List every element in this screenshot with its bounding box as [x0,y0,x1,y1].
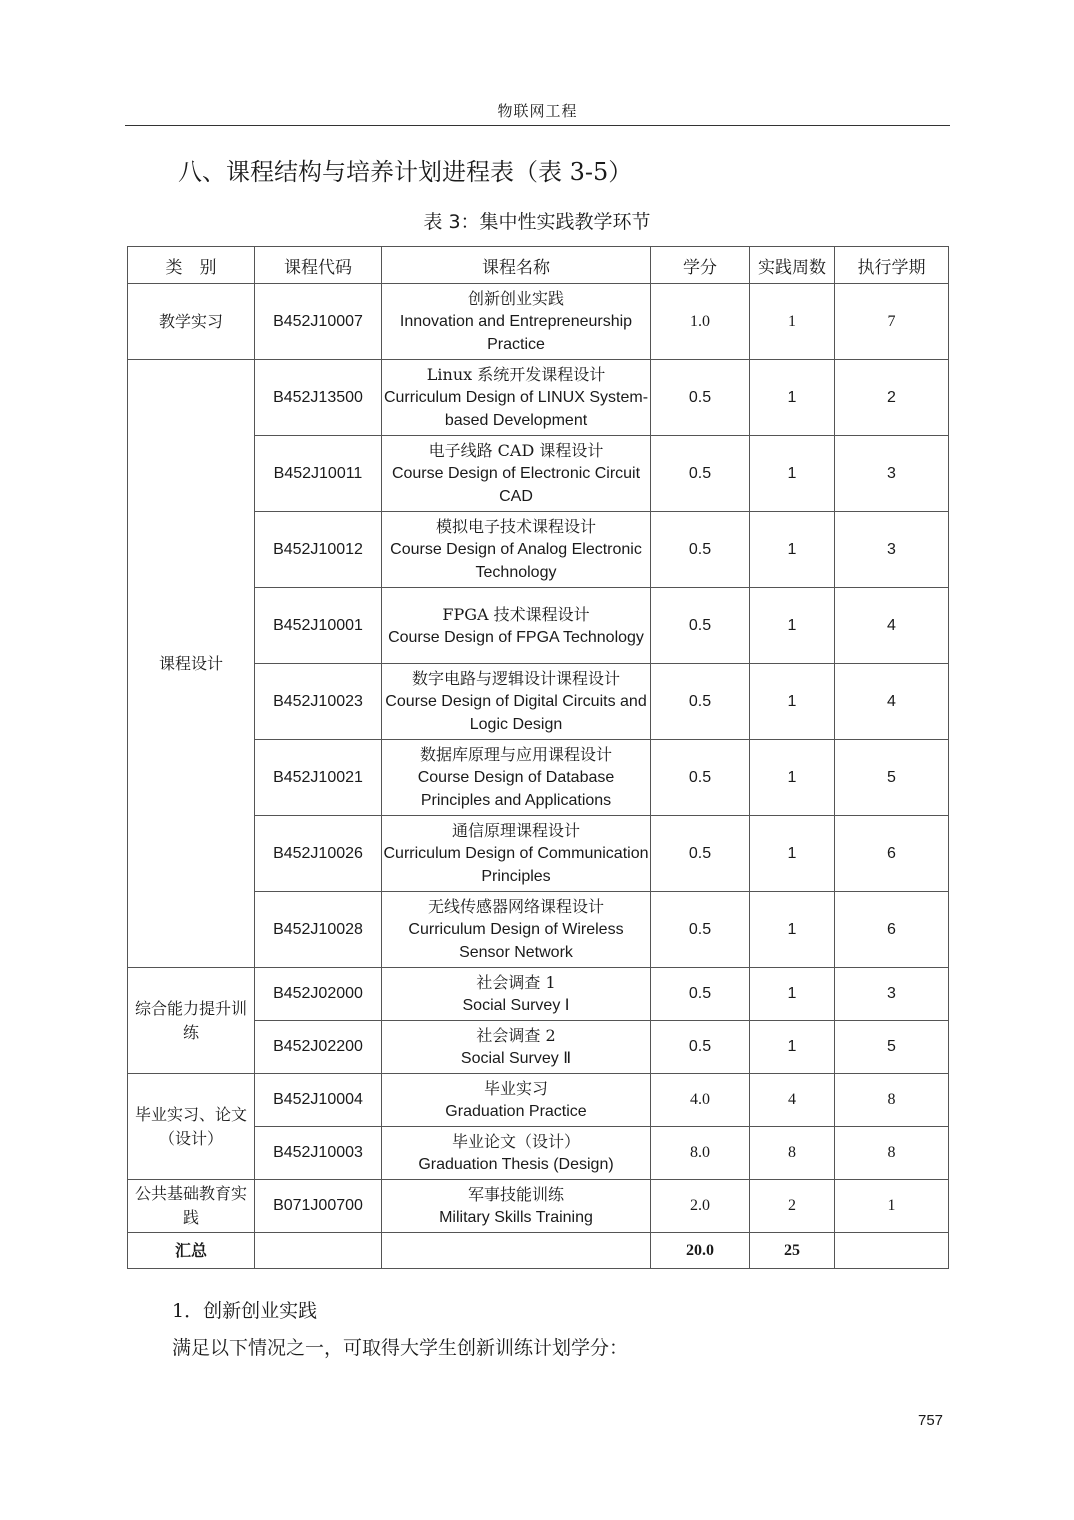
weeks-cell: 1 [750,436,835,512]
course-name-cn: 创新创业实践 [467,289,564,308]
table-header-row [128,247,949,284]
column-header-category: 类 别 [128,247,255,284]
weeks-cell: 4 [750,1074,835,1127]
weeks-cell: 1 [750,740,835,816]
table-row [128,968,949,1021]
column-header-credit: 学分 [651,247,750,284]
course-name-cn: FPGA 技术课程设计 [442,604,590,624]
course-code-cell: B452J10003 [255,1127,382,1180]
semester-cell: 6 [835,892,949,968]
course-name-cell [382,588,651,664]
weeks-cell: 1 [750,892,835,968]
credit-cell: 0.5 [651,968,750,1021]
total-label-cell: 汇总 [128,1233,255,1269]
semester-cell: 5 [835,1021,949,1074]
credit-cell: 0.5 [651,892,750,968]
course-name-en: Social Survey Ⅱ [460,1050,572,1067]
course-name-en: Graduation Thesis (Design) [418,1156,614,1173]
weeks-cell: 1 [750,1021,835,1074]
table-caption: 表 3：集中性实践教学环节 [423,211,651,233]
semester-cell: 1 [835,1180,949,1233]
course-name-cn: 电子线路 CAD 课程设计 [428,441,604,460]
course-name-cn: 社会调查 2 [476,1026,556,1045]
course-code-cell: B452J10026 [255,816,382,892]
credit-cell: 4.0 [651,1074,750,1127]
semester-cell: 2 [835,360,949,436]
table-row [128,360,949,436]
credit-cell: 0.5 [651,512,750,588]
course-name-cell [382,816,651,892]
course-name-cell [382,664,651,740]
column-header-semester: 执行学期 [835,247,949,284]
semester-cell: 3 [835,436,949,512]
course-name-cell [382,1021,651,1074]
header-rule [125,125,950,126]
course-name-cell [382,512,651,588]
column-header-code: 课程代码 [255,247,382,284]
total-empty-cell [382,1233,651,1269]
semester-cell: 5 [835,740,949,816]
semester-cell: 7 [835,284,949,360]
column-header-weeks: 实践周数 [750,247,835,284]
course-code-cell: B452J10023 [255,664,382,740]
credit-cell: 0.5 [651,360,750,436]
course-code-cell: B452J02200 [255,1021,382,1074]
course-code-cell: B452J10028 [255,892,382,968]
course-code-cell: B452J10004 [255,1074,382,1127]
course-name-cell [382,1180,651,1233]
course-name-cell [382,436,651,512]
credit-cell: 0.5 [651,1021,750,1074]
weeks-cell: 1 [750,968,835,1021]
course-name-en: Course Design of FPGA Technology [388,628,644,646]
page-number: 757 [918,1412,944,1429]
course-name-en: Military Skills Training [439,1209,593,1226]
weeks-cell: 1 [750,664,835,740]
course-name-en: Course Design of Digital Circuits and Logic Design [385,693,647,733]
semester-cell: 4 [835,588,949,664]
semester-cell: 8 [835,1127,949,1180]
table-row [128,1180,949,1233]
credit-cell: 0.5 [651,740,750,816]
course-code-cell: B452J10012 [255,512,382,588]
course-name-cell [382,360,651,436]
course-name-cn: 毕业论文（设计） [451,1132,580,1151]
running-header: 物联网工程 [497,102,578,120]
semester-cell: 3 [835,968,949,1021]
course-code-cell: B452J10021 [255,740,382,816]
table-total-row [128,1233,949,1269]
course-name-cn: 模拟电子技术课程设计 [435,517,596,536]
course-name-cn: 无线传感器网络课程设计 [427,897,604,916]
course-name-cell [382,284,651,360]
credit-cell: 0.5 [651,588,750,664]
semester-cell: 6 [835,816,949,892]
course-name-cn: 数据库原理与应用课程设计 [419,745,612,764]
course-name-cn: 毕业实习 [483,1079,548,1098]
table-row [128,284,949,360]
course-code-cell: B452J13500 [255,360,382,436]
subheading: 1．创新创业实践 [172,1300,318,1322]
credit-cell: 2.0 [651,1180,750,1233]
credit-cell: 0.5 [651,664,750,740]
course-name-cell [382,892,651,968]
course-code-cell: B452J10007 [255,284,382,360]
total-credit-cell: 20.0 [651,1233,750,1269]
course-name-cn: Linux 系统开发课程设计 [426,365,606,384]
table-row [128,1074,949,1127]
course-name-cn: 通信原理课程设计 [451,821,580,840]
course-name-en: Course Design of Electronic Circuit CAD [391,465,641,505]
total-empty-cell [255,1233,382,1269]
course-name-cell [382,740,651,816]
course-name-cn: 数字电路与逻辑设计课程设计 [411,669,620,688]
course-name-cn: 军事技能训练 [467,1185,564,1204]
column-header-name: 课程名称 [382,247,651,284]
weeks-cell: 1 [750,588,835,664]
body-paragraph: 满足以下情况之一，可取得大学生创新训练计划学分： [172,1337,629,1359]
course-name-en: Graduation Practice [445,1103,587,1120]
course-name-cell [382,968,651,1021]
category-cell: 毕业实习、论文（设计） [128,1074,255,1180]
course-name-en: Curriculum Design of Wireless Sensor Network [408,921,624,961]
weeks-cell: 2 [750,1180,835,1233]
course-name-en: Course Design of Analog Electronic Technology [390,541,642,581]
course-name-en: Curriculum Design of LINUX System-based Development [383,389,649,429]
practice-table [127,246,949,1269]
section-heading: 八、课程结构与培养计划进程表（表 3-5） [178,158,633,186]
course-name-cell [382,1074,651,1127]
category-cell: 综合能力提升训练 [128,968,255,1074]
course-name-en: Course Design of Database Principles and Applications [417,769,615,809]
credit-cell: 0.5 [651,436,750,512]
total-empty-cell [835,1233,949,1269]
course-name-en: Social Survey Ⅰ [462,997,570,1014]
course-name-en: Curriculum Design of Communication Principles [383,845,649,885]
weeks-cell: 1 [750,512,835,588]
course-name-en: Innovation and Entrepreneurship Practice [399,313,633,353]
semester-cell: 3 [835,512,949,588]
total-weeks-cell: 25 [750,1233,835,1269]
course-code-cell: B452J10001 [255,588,382,664]
course-name-cn: 社会调查 1 [476,973,556,992]
category-cell: 公共基础教育实践 [128,1180,255,1233]
category-cell: 课程设计 [128,360,255,968]
category-cell: 教学实习 [128,284,255,360]
semester-cell: 4 [835,664,949,740]
course-code-cell: B452J02000 [255,968,382,1021]
weeks-cell: 1 [750,284,835,360]
weeks-cell: 1 [750,816,835,892]
semester-cell: 8 [835,1074,949,1127]
course-code-cell: B452J10011 [255,436,382,512]
course-name-cell [382,1127,651,1180]
credit-cell: 8.0 [651,1127,750,1180]
credit-cell: 1.0 [651,284,750,360]
weeks-cell: 8 [750,1127,835,1180]
course-code-cell: B071J00700 [255,1180,382,1233]
weeks-cell: 1 [750,360,835,436]
credit-cell: 0.5 [651,816,750,892]
